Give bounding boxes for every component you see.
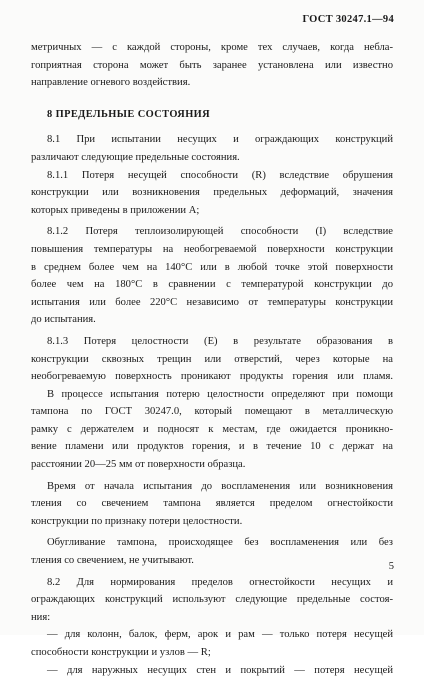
paragraph-time [31, 478, 393, 531]
text-line: тампона по ГОСТ 30247.0, который помещают в металлическую [31, 406, 393, 418]
text-line: конструкции по признаку потери целостности. [31, 515, 243, 527]
text-line: конструкции сквозных трещин или отверстий, через которые на [31, 353, 393, 365]
text-line: 8.1.1 Потеря несущей способности (R) вследствие обрушения [47, 169, 393, 181]
text-line: которых приведены в приложении А; [31, 204, 200, 216]
text-line: направление огневого воздействия. [31, 77, 191, 89]
text-line: вение пламени или продуктов горения, и в течение 10 с держат на [31, 441, 393, 453]
text-line: способности конструкции и узлов — R; [31, 647, 211, 658]
paragraph-8-1 [31, 131, 393, 166]
text-line: тления со свечением, не учитывают. [31, 555, 194, 567]
page-number: 5 [388, 561, 394, 572]
text-line: до испытания. [31, 314, 96, 326]
top-paragraph [31, 39, 393, 92]
list-item-columns [31, 626, 393, 661]
text-line: 8.1.3 Потеря целостности (Е) в результате образования в [47, 335, 393, 347]
paragraph-8-1-1 [31, 167, 393, 220]
text-line: В процессе испытания потерю целостности определяют при помощи [47, 388, 393, 400]
text-line: тления со свечением тампона является пределом огнестойкости [31, 498, 393, 510]
list-item-walls [31, 662, 393, 679]
text-line: — для наружных несущих стен и покрытий — потеря несущей [47, 664, 393, 676]
paragraph-charring [31, 534, 393, 569]
text-line: повышения температуры на необогреваемой поверхности конструкции [31, 243, 393, 255]
text-line: Обугливание тампона, происходящее без воспламенения или без [47, 537, 393, 549]
document-body [31, 39, 393, 679]
paragraph-8-1-2 [31, 223, 393, 329]
text-line: более чем на 180°С в сравнении с температурой конструкции до [31, 279, 393, 291]
paragraph-8-1-3 [31, 333, 393, 474]
text-line: рамку с держателем и подносят к местам, где ожидается проникно- [31, 423, 393, 435]
text-line: 8.2 Для нормирования пределов огнестойкости несущих и [47, 576, 393, 588]
standard-header: ГОСТ 30247.1—94 [302, 14, 394, 25]
text-line: испытания или более 220°С независимо от температуры конструкции [31, 296, 393, 308]
text-line: различают следующие предельные состояния. [31, 151, 240, 163]
text-line: ограждающих конструкций используют следующие предельные состоя- [31, 594, 393, 606]
text-line: в среднем более чем на 140°С или в любой точке этой поверхности [31, 261, 393, 273]
text-line: расстоянии 20—25 мм от поверхности образца. [31, 459, 246, 471]
text-line: 8.1 При испытании несущих и ограждающих конструкций [47, 134, 393, 146]
paragraph-8-2 [31, 574, 393, 627]
text-line: ния: [31, 611, 51, 623]
text-line: — для колонн, балок, ферм, арок и рам — только потеря несущей [47, 629, 393, 641]
text-line: 8.1.2 Потеря теплоизолирующей способности (I) вследствие [47, 226, 393, 238]
section-heading: 8 ПРЕДЕЛЬНЫЕ СОСТОЯНИЯ [47, 108, 211, 120]
text-line: метричных — с каждой стороны, кроме тех случаев, когда неблa- [31, 42, 393, 53]
text-line: гоприятная сторона может быть заранее установлена или известно [31, 59, 393, 71]
text-line: Время от начала испытания до воспламенения или возникновения [47, 480, 393, 492]
text-line: конструкции или возникновения предельных деформаций, значения [31, 187, 393, 199]
text-line: необогреваемую поверхность проникают продукты горения или пламя. [31, 371, 393, 383]
